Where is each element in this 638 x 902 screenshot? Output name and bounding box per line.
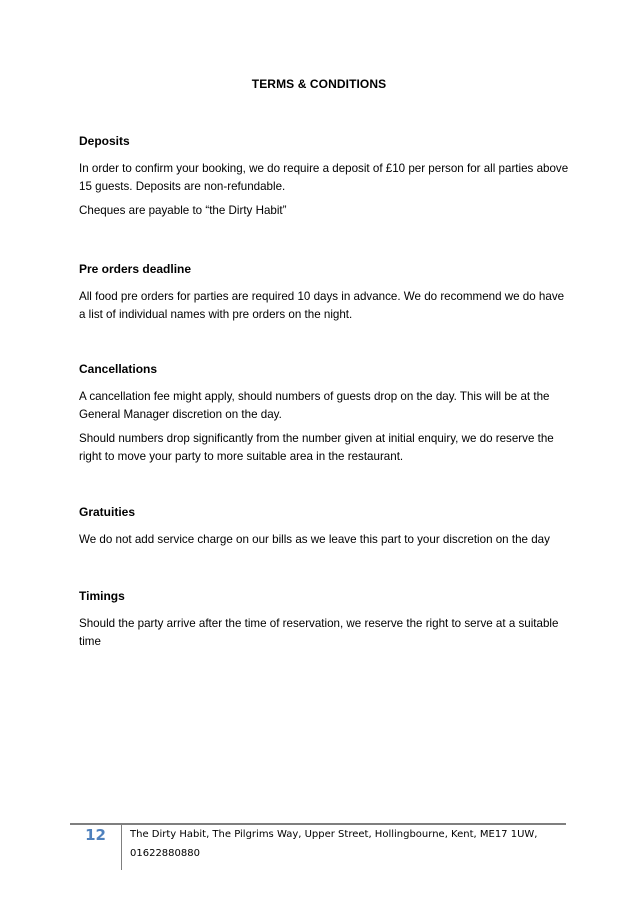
section-pre-orders-deadline bbox=[79, 262, 569, 324]
section-heading: Timings bbox=[79, 589, 125, 603]
footer-phone: 01622880880 bbox=[130, 848, 200, 859]
section-paragraph: Cheques are payable to “the Dirty Habit” bbox=[79, 204, 287, 217]
section-paragraph: We do not add service charge on our bills as we leave this part to your discretion on the day bbox=[79, 533, 550, 546]
section-paragraph: A cancellation fee might apply, should numbers of guests drop on the day. This will be at the General Manager discretion on the day. bbox=[79, 390, 550, 421]
section-paragraph: All food pre orders for parties are required 10 days in advance. We do recommend we do have a list of individual names with pre orders on the night. bbox=[79, 290, 565, 321]
section-paragraph: Should numbers drop significantly from the number given at initial enquiry, we do reserve the right to move your party to more suitable area in the restaurant. bbox=[79, 432, 554, 463]
section-heading: Cancellations bbox=[79, 362, 158, 376]
section-timings bbox=[79, 589, 569, 651]
page-title: TERMS & CONDITIONS bbox=[251, 77, 387, 91]
section-heading: Deposits bbox=[79, 134, 130, 148]
section-gratuities bbox=[79, 505, 569, 549]
section-heading: Pre orders deadline bbox=[79, 262, 192, 276]
section-cancellations bbox=[79, 362, 569, 466]
section-paragraph: In order to confirm your booking, we do require a deposit of £10 per person for all parties above 15 guests. Deposits are non-refundable. bbox=[79, 162, 569, 193]
section-heading: Gratuities bbox=[79, 505, 136, 519]
footer-vertical-divider bbox=[121, 825, 122, 870]
page-number: 12 bbox=[85, 826, 106, 844]
footer-contact bbox=[130, 825, 560, 863]
section-paragraph: Should the party arrive after the time of reservation, we reserve the right to serve at a suitable time bbox=[79, 617, 559, 648]
footer-address: The Dirty Habit, The Pilgrims Way, Upper Street, Hollingbourne, Kent, ME17 1UW, bbox=[130, 829, 538, 840]
section-deposits bbox=[79, 134, 569, 220]
